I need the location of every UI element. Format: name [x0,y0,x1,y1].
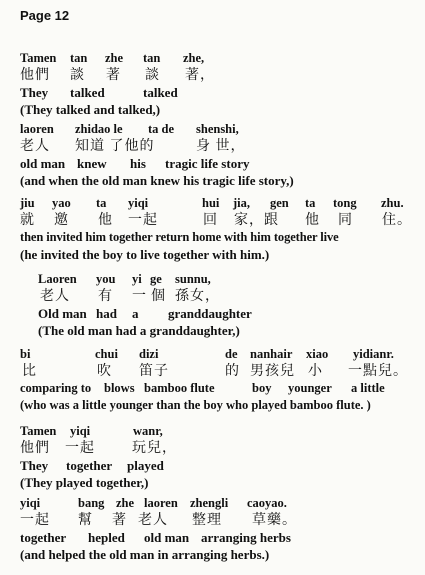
pinyin-word: you [96,272,116,286]
hanzi-line [38,288,425,305]
pinyin-word: yi [132,272,142,286]
gloss-line: then invited him together return home with him together live [20,230,339,244]
hanzi-word: 身 世， [196,139,246,154]
hanzi-line [20,67,420,84]
gloss-word: old man [20,156,66,171]
hanzi-word: 比 [22,364,37,379]
pinyin-word: shenshi, [196,122,239,136]
gloss-word: tragic life story [165,156,250,171]
hanzi-word: 他們 [20,68,50,83]
hanzi-word: 老人 [138,513,168,528]
pinyin-word: yiqi [20,496,41,510]
hanzi-word: 回 [203,213,218,228]
hanzi-word: 吹 [97,364,112,379]
hanzi-word: 就 [20,213,35,228]
pinyin-word: tong [333,196,357,210]
pinyin-word: wanr, [133,424,163,438]
hanzi-word: 整理 [192,513,222,528]
gloss-word: granddaughter [168,306,252,321]
gloss-word: talked [143,85,178,100]
pinyin-word: jia, [233,196,251,210]
gloss-word: They [20,458,49,473]
hanzi-word: 草藥。 [252,513,297,528]
translation-line: (he invited the boy to live together with him.) [20,247,270,262]
hanzi-word: 他們 [20,441,50,456]
pinyin-word: nanhair [250,347,293,361]
hanzi-word: 邀 [54,213,69,228]
pinyin-word: ta [96,196,107,210]
hanzi-word: 孫女， [175,289,220,304]
pinyin-word: tan [70,51,88,65]
gloss-word: boy [252,381,272,395]
hanzi-word: 著 [112,513,127,528]
hanzi-word: 老人 [40,289,70,304]
gloss-line [38,305,425,322]
gloss-word: bamboo flute [144,381,215,395]
gloss-word: together [20,530,67,545]
gloss-word: comparing to [20,381,92,395]
hanzi-word: 談 [70,68,85,83]
gloss-word: Old man [38,306,87,321]
hanzi-word: 小 [308,364,323,379]
translation-line: (and helped the old man in arranging herbs.) [20,547,270,562]
hanzi-word: 一點兒。 [348,364,408,379]
pinyin-word: laoren [20,122,54,136]
gloss-word: together [66,458,113,473]
hanzi-word: 玩兒， [132,441,177,456]
gloss-word: knew [77,156,107,171]
translation-line: (who was a little younger than the boy who played bamboo flute. ) [20,398,371,412]
hanzi-word: 男孩兒 [250,364,295,379]
pinyin-word: sunnu, [175,272,211,286]
pinyin-word: Laoren [38,272,77,286]
pinyin-word: yidianr. [353,347,394,361]
gloss-line [20,457,420,474]
stanza-3 [20,195,420,263]
hanzi-word: 一起 [128,213,158,228]
gloss-word: had [96,306,117,321]
pinyin-word: zhe [105,51,124,65]
gloss-word: hepled [88,530,125,545]
hanzi-word: 住。 [382,213,412,228]
stanza-6 [20,423,420,491]
hanzi-line [20,363,420,380]
pinyin-word: jiu [20,196,35,210]
translation-line: (They talked and talked,) [20,102,161,117]
pinyin-word: bi [20,347,31,361]
hanzi-word: 的 [225,364,240,379]
hanzi-word: 一起 [65,441,95,456]
pinyin-line [38,271,425,288]
translation-line: (The old man had a granddaughter,) [38,323,240,338]
pinyin-word: hui [202,196,220,210]
gloss-word: blows [104,381,135,395]
hanzi-word: 著 [106,68,121,83]
pinyin-word: zhidao le [75,122,123,136]
pinyin-word: yao [52,196,71,210]
gloss-word: a [132,306,139,321]
hanzi-word: 老人 [20,139,50,154]
gloss-word: a little [351,381,385,395]
gloss-word: his [130,156,146,171]
page-title: Page 12 [20,8,70,23]
translation-line: (They played together,) [20,475,149,490]
pinyin-word: zhe [116,496,135,510]
gloss-word: played [127,458,164,473]
pinyin-word: ta de [148,122,175,136]
pinyin-word: ta [305,196,316,210]
stanza-1 [20,50,420,118]
pinyin-word: tan [143,51,161,65]
gloss-line [20,84,420,101]
pinyin-word: zhengli [190,496,229,510]
pinyin-word: yiqi [70,424,91,438]
pinyin-line [20,423,420,440]
gloss-line [20,529,420,546]
pinyin-line [20,495,420,512]
hanzi-word: 家，跟 [234,213,279,228]
stanza-5 [20,346,420,414]
hanzi-line [20,512,420,529]
stanza-4 [38,271,425,339]
hanzi-word: 一 [132,289,147,304]
hanzi-word: 著， [185,68,215,83]
stanza-2 [20,121,420,189]
pinyin-word: zhe, [183,51,205,65]
pinyin-word: xiao [306,347,329,361]
pinyin-word: Tamen [20,424,57,438]
pinyin-word: de [225,347,238,361]
pinyin-word: ge [150,272,162,286]
hanzi-word: 幫 [78,513,93,528]
gloss-word: old man [144,530,190,545]
hanzi-word: 他 [305,213,320,228]
gloss-word: They [20,85,49,100]
pinyin-word: caoyao. [247,496,287,510]
pinyin-word: laoren [144,496,178,510]
gloss-line [20,155,420,172]
translation-line: (and when the old man knew his tragic life story,) [20,173,294,188]
gloss-word: arranging herbs [201,530,291,545]
gloss-line [20,380,420,397]
hanzi-word: 同 [338,213,353,228]
pinyin-word: gen [270,196,289,210]
hanzi-word: 有 [98,289,113,304]
pinyin-line [20,346,420,363]
pinyin-word: yiqi [128,196,149,210]
gloss-word: talked [70,85,105,100]
hanzi-line [20,212,420,229]
hanzi-word: 個 [151,289,166,304]
pinyin-word: dizi [139,347,159,361]
gloss-word: younger [288,381,332,395]
hanzi-line [20,440,420,457]
pinyin-word: Tamen [20,51,57,65]
pinyin-line [20,50,420,67]
pinyin-line [20,195,420,212]
hanzi-word: 笛子 [139,364,169,379]
hanzi-word: 知道 了他的 [75,139,155,154]
hanzi-word: 他 [98,213,113,228]
pinyin-word: chui [95,347,118,361]
hanzi-line [20,138,420,155]
stanza-7 [20,495,420,563]
pinyin-word: zhu. [381,196,404,210]
hanzi-word: 一起 [20,513,50,528]
pinyin-word: bang [78,496,105,510]
hanzi-word: 談 [145,68,160,83]
pinyin-line [20,121,420,138]
